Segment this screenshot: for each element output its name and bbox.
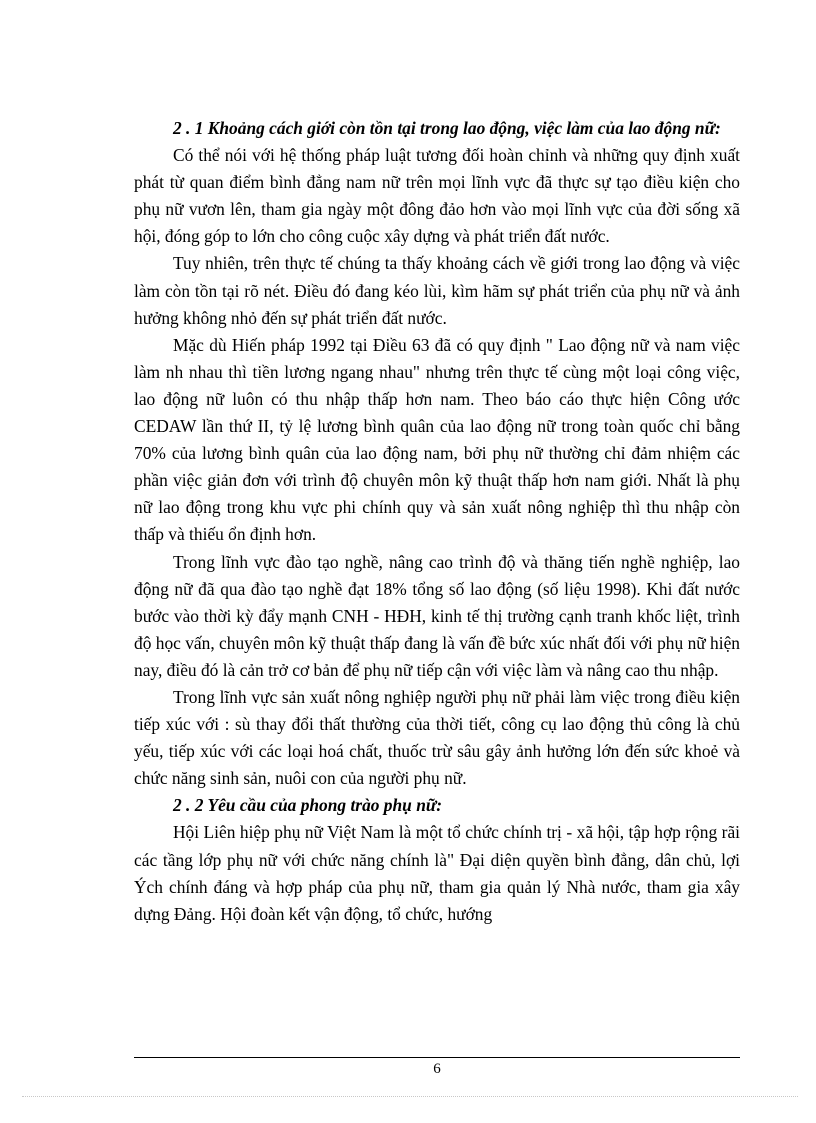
footer-divider	[134, 1057, 740, 1058]
page-body	[134, 115, 740, 928]
page-number: 6	[433, 1061, 441, 1077]
paragraph-gender-gap: Tuy nhiên, trên thực tế chúng ta thấy khoảng cách về giới trong lao động và việc làm còn tồn tại rõ nét. Điều đó đang kéo lùi, kìm hãm sự phát triển của phụ nữ và ảnh hưởng không nhỏ đến sự phát triển đất nước.	[134, 253, 740, 328]
paragraph-legal-framework: Có thể nói với hệ thống pháp luật tương đối hoàn chỉnh và những quy định xuất phát từ quan điểm bình đẳng nam nữ trên mọi lĩnh vực đã thực sự tạo điều kiện cho phụ nữ vươn lên, tham gia ngày một đông đảo hơn vào mọi lĩnh vực của đời sống xã hội, đóng góp to lớn cho công cuộc xây dựng và phát triển đất nước.	[134, 145, 740, 247]
section-heading-2-1: 2 . 1 Khoảng cách giới còn tồn tại trong lao động, việc làm của lao động nữ:	[173, 118, 721, 138]
paragraph-agriculture-conditions: Trong lĩnh vực sản xuất nông nghiệp người phụ nữ phải làm việc trong điều kiện tiếp xúc với : sù thay đổi thất thường của thời tiết, công cụ lao động thủ công là chủ yếu, tiếp xúc với các loại hoá chất, thuốc trừ sâu gây ảnh hưởng lớn đến sức khoẻ và chức năng sinh sản, nuôi con của người phụ nữ.	[134, 686, 740, 789]
paragraph-vocational-training: Trong lĩnh vực đào tạo nghề, nâng cao trình độ và thăng tiến nghề nghiệp, lao động nữ đã qua đào tạo nghề đạt 18% tổng số lao động (số liệu 1998). Khi đất nước bước vào thời kỳ đẩy mạnh CNH - HĐH, kinh tế thị trường cạnh tranh khốc liệt, trình độ học vấn, chuyên môn kỹ thuật thấp đang là vấn đề bức xúc nhất đối với phụ nữ hiện nay, điều đó là cản trở cơ bản để phụ nữ tiếp cận với việc làm và nâng cao thu nhập.	[134, 551, 740, 680]
paragraph-wage-gap: Mặc dù Hiến pháp 1992 tại Điều 63 đã có quy định " Lao động nữ và nam việc làm nh nhau thì tiền lương ngang nhau" nhưng trên thực tế cùng một loại công việc, lao động nữ luôn có thu nhập thấp hơn nam. Theo báo cáo thực hiện Công ước CEDAW lần thứ II, tỷ lệ lương bình quân của lao động nữ trong toàn quốc chỉ bằng 70% của lương bình quân của lao động nam, bởi phụ nữ thường chỉ đảm nhiệm các phần việc giản đơn với trình độ chuyên môn kỹ thuật thấp hơn nam giới. Nhất là phụ nữ lao động trong khu vực phi chính quy và sản xuất nông nghiệp thì thu nhập còn thấp và thiếu ổn định hơn.	[134, 334, 740, 545]
section-heading-2-2: 2 . 2 Yêu cầu của phong trào phụ nữ:	[173, 795, 443, 816]
page-bottom-dotted-border	[22, 1096, 798, 1097]
paragraph-womens-union: Hội Liên hiệp phụ nữ Việt Nam là một tổ chức chính trị - xã hội, tập hợp rộng rãi các tầng lớp phụ nữ với chức năng chính là" Đại diện quyền bình đẳng, dân chủ, lợi Ých chính đáng và hợp pháp của phụ nữ, tham gia quản lý Nhà nước, tham gia xây dựng Đảng. Hội đoàn kết vận động, tổ chức, hướng	[134, 822, 740, 924]
